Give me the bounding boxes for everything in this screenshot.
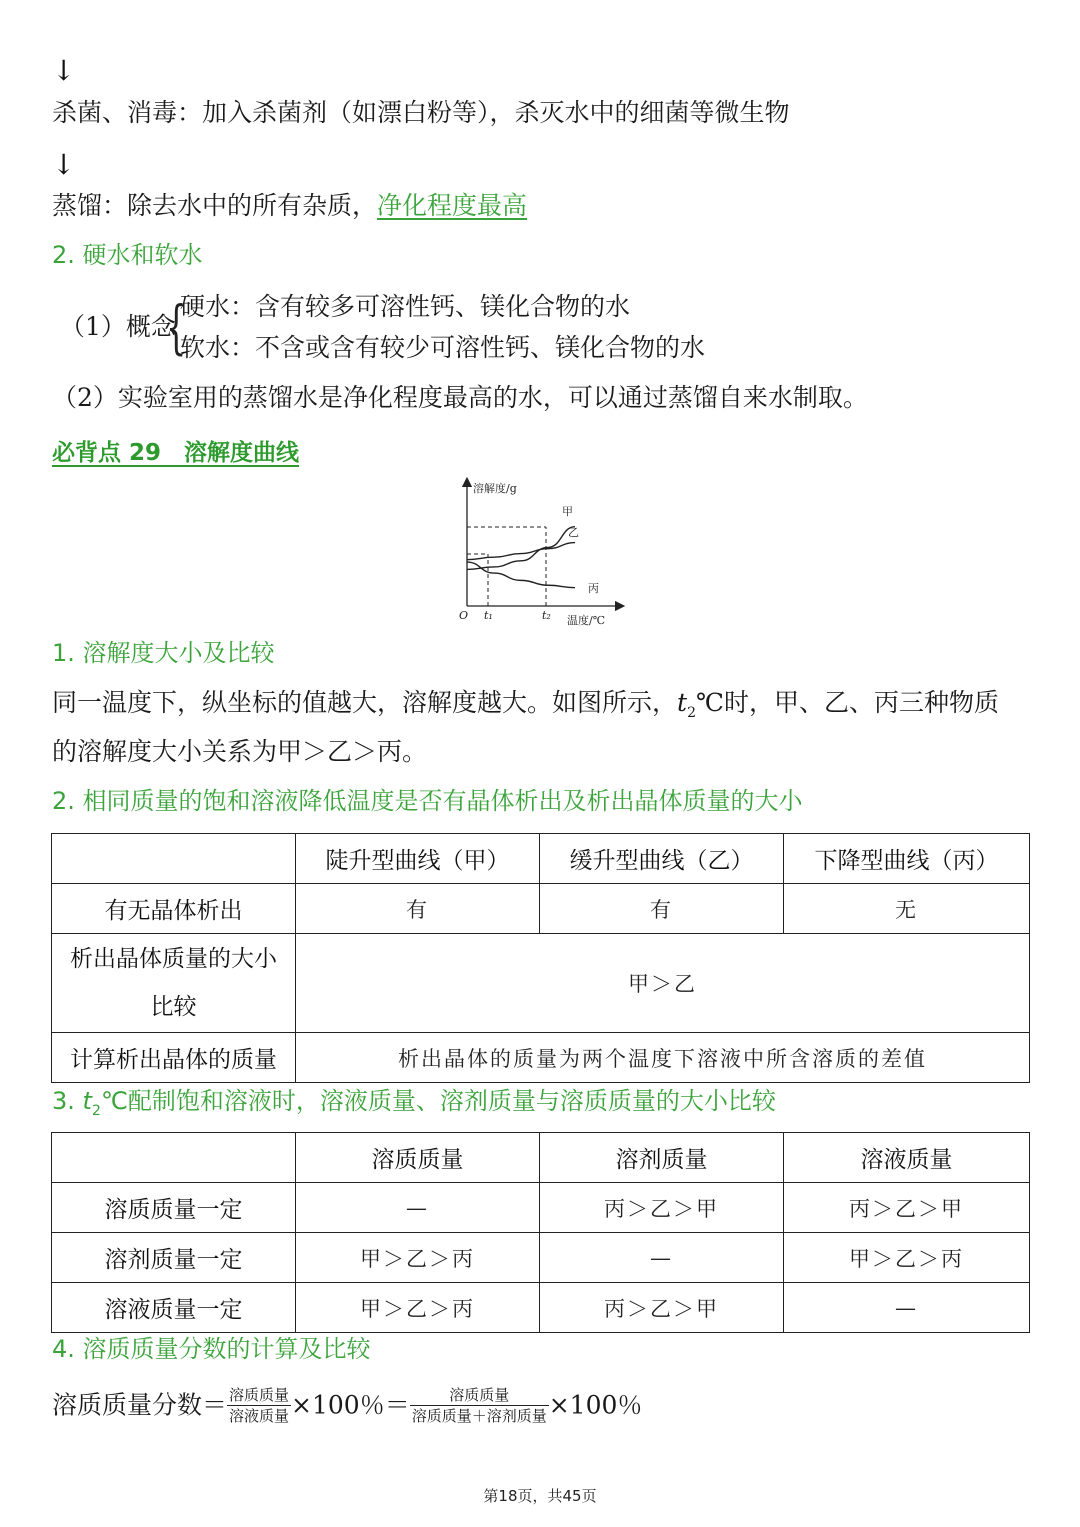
compare-var: t [677,688,688,717]
series-line-1 [467,543,575,560]
table-cell: 甲＞乙＞丙 [296,1233,540,1283]
series-label-bing: 丙 [588,582,599,595]
solubility-chart [455,474,630,629]
concept-label: （1）概念 [60,312,176,341]
table-row [52,934,1030,1033]
table-row [52,1233,1030,1283]
table-cell: 丙＞乙＞甲 [540,1183,784,1233]
crystal-table [51,833,1030,1083]
table-cell: 缓升型曲线（乙） [540,834,784,884]
fraction-2-denominator: 溶质质量＋溶剂质量 [411,1407,547,1425]
table2-heading-prefix: 3. [52,1087,83,1115]
compare-heading: 1. 溶解度大小及比较 [52,639,275,667]
hard-water-def: 硬水：含有较多可溶性钙、镁化合物的水 [180,292,631,321]
x-tick-t2: t₂ [542,609,551,622]
down-arrow-1: ↓ [52,54,76,87]
table-cell: 溶质质量 [296,1133,540,1183]
row2-label-line1: 析出晶体质量的大小 [70,946,277,972]
sterilize-line: 杀菌、消毒：加入杀菌剂（如漂白粉等），杀灭水中的细菌等微生物 [52,98,790,127]
table-row [52,834,1030,884]
page-footer: 第18页，共45页 [483,1487,597,1505]
curves-group [467,527,575,588]
mass-fraction-formula [52,1385,642,1426]
fraction-2-numerator: 溶质质量 [410,1385,549,1406]
table2-heading [52,1086,776,1126]
soft-water-def: 软水：不含或含有较少可溶性钙、镁化合物的水 [180,333,706,362]
table-cell [52,934,296,1033]
mass-table [51,1132,1030,1333]
formula-times-1: ×100％＝ [291,1390,410,1420]
table-cell [52,1133,296,1183]
table-cell: 有 [296,884,540,934]
fraction-heading: 4. 溶质质量分数的计算及比较 [52,1335,371,1363]
table-cell: 溶液质量 [784,1133,1030,1183]
table-cell: 有无晶体析出 [52,884,296,934]
table-cell [52,834,296,884]
table-cell: — [540,1233,784,1283]
origin-label: O [459,609,469,622]
table1-heading: 2. 相同质量的饱和溶液降低温度是否有晶体析出及析出晶体质量的大小 [52,787,803,815]
table-cell: 丙＞乙＞甲 [540,1283,784,1333]
table-cell: 计算析出晶体的质量 [52,1033,296,1083]
table-row [52,884,1030,934]
brace-icon: { [166,293,187,361]
distill-line [52,191,527,221]
distill-text: 蒸馏：除去水中的所有杂质， [52,191,378,220]
table-cell: 无 [784,884,1030,934]
fraction-1 [227,1385,291,1426]
compare-text-a: 同一温度下，纵坐标的值越大，溶解度越大。如图所示， [52,688,678,717]
table-cell: 陡升型曲线（甲） [296,834,540,884]
table-cell: 溶液质量一定 [52,1283,296,1333]
table-cell: 有 [540,884,784,934]
table-cell: — [784,1283,1030,1333]
table2-heading-var: t [82,1087,92,1115]
table-cell: 甲＞乙 [296,934,1030,1033]
table-cell: 甲＞乙＞丙 [296,1283,540,1333]
x-axis-label: 温度/℃ [567,614,606,627]
fraction-1-numerator: 溶质质量 [229,1386,290,1404]
fraction-2 [410,1385,549,1426]
formula-lhs: 溶质质量分数＝ [52,1390,228,1420]
table-row [52,1133,1030,1183]
fraction-1-denominator: 溶液质量 [229,1407,290,1425]
table-row [52,1283,1030,1333]
formula-times-2: ×100％ [548,1390,643,1420]
compare-sub: 2 [687,705,696,721]
table-row [52,1183,1030,1233]
compare-para-line2: 的溶解度大小关系为甲＞乙＞丙。 [52,737,428,766]
table-cell: 丙＞乙＞甲 [784,1183,1030,1233]
table2-heading-rest: ℃配制饱和溶液时，溶液质量、溶剂质量与溶质质量的大小比较 [100,1087,776,1115]
series-label-yi: 乙 [568,526,579,539]
table-cell: — [296,1183,540,1233]
series-line-0 [467,527,575,570]
compare-para-line1 [52,688,999,728]
series-line-2 [467,562,575,588]
table-cell: 甲＞乙＞丙 [784,1233,1030,1283]
distill-highlight: 净化程度最高 [377,191,528,220]
table-cell: 溶剂质量一定 [52,1233,296,1283]
table-cell: 析出晶体的质量为两个温度下溶液中所含溶质的差值 [296,1033,1030,1083]
compare-text-b: ℃时，甲、乙、丙三种物质 [695,688,999,717]
series-label-jia: 甲 [562,505,573,518]
table2-heading-sub: 2 [91,1102,101,1119]
table-cell: 溶质质量一定 [52,1183,296,1233]
down-arrow-2: ↓ [52,148,76,181]
row2-label-line2: 比较 [150,994,197,1020]
lab-water-line: （2）实验室用的蒸馏水是净化程度最高的水，可以通过蒸馏自来水制取。 [52,383,868,412]
table-row [52,1033,1030,1083]
table-cell: 溶剂质量 [540,1133,784,1183]
x-tick-t1: t₁ [484,609,493,622]
table-cell: 下降型曲线（丙） [784,834,1030,884]
hard-soft-heading: 2. 硬水和软水 [52,241,203,269]
section-title: 必背点 29 溶解度曲线 [52,440,300,466]
y-axis-label: 溶解度/g [473,482,517,495]
